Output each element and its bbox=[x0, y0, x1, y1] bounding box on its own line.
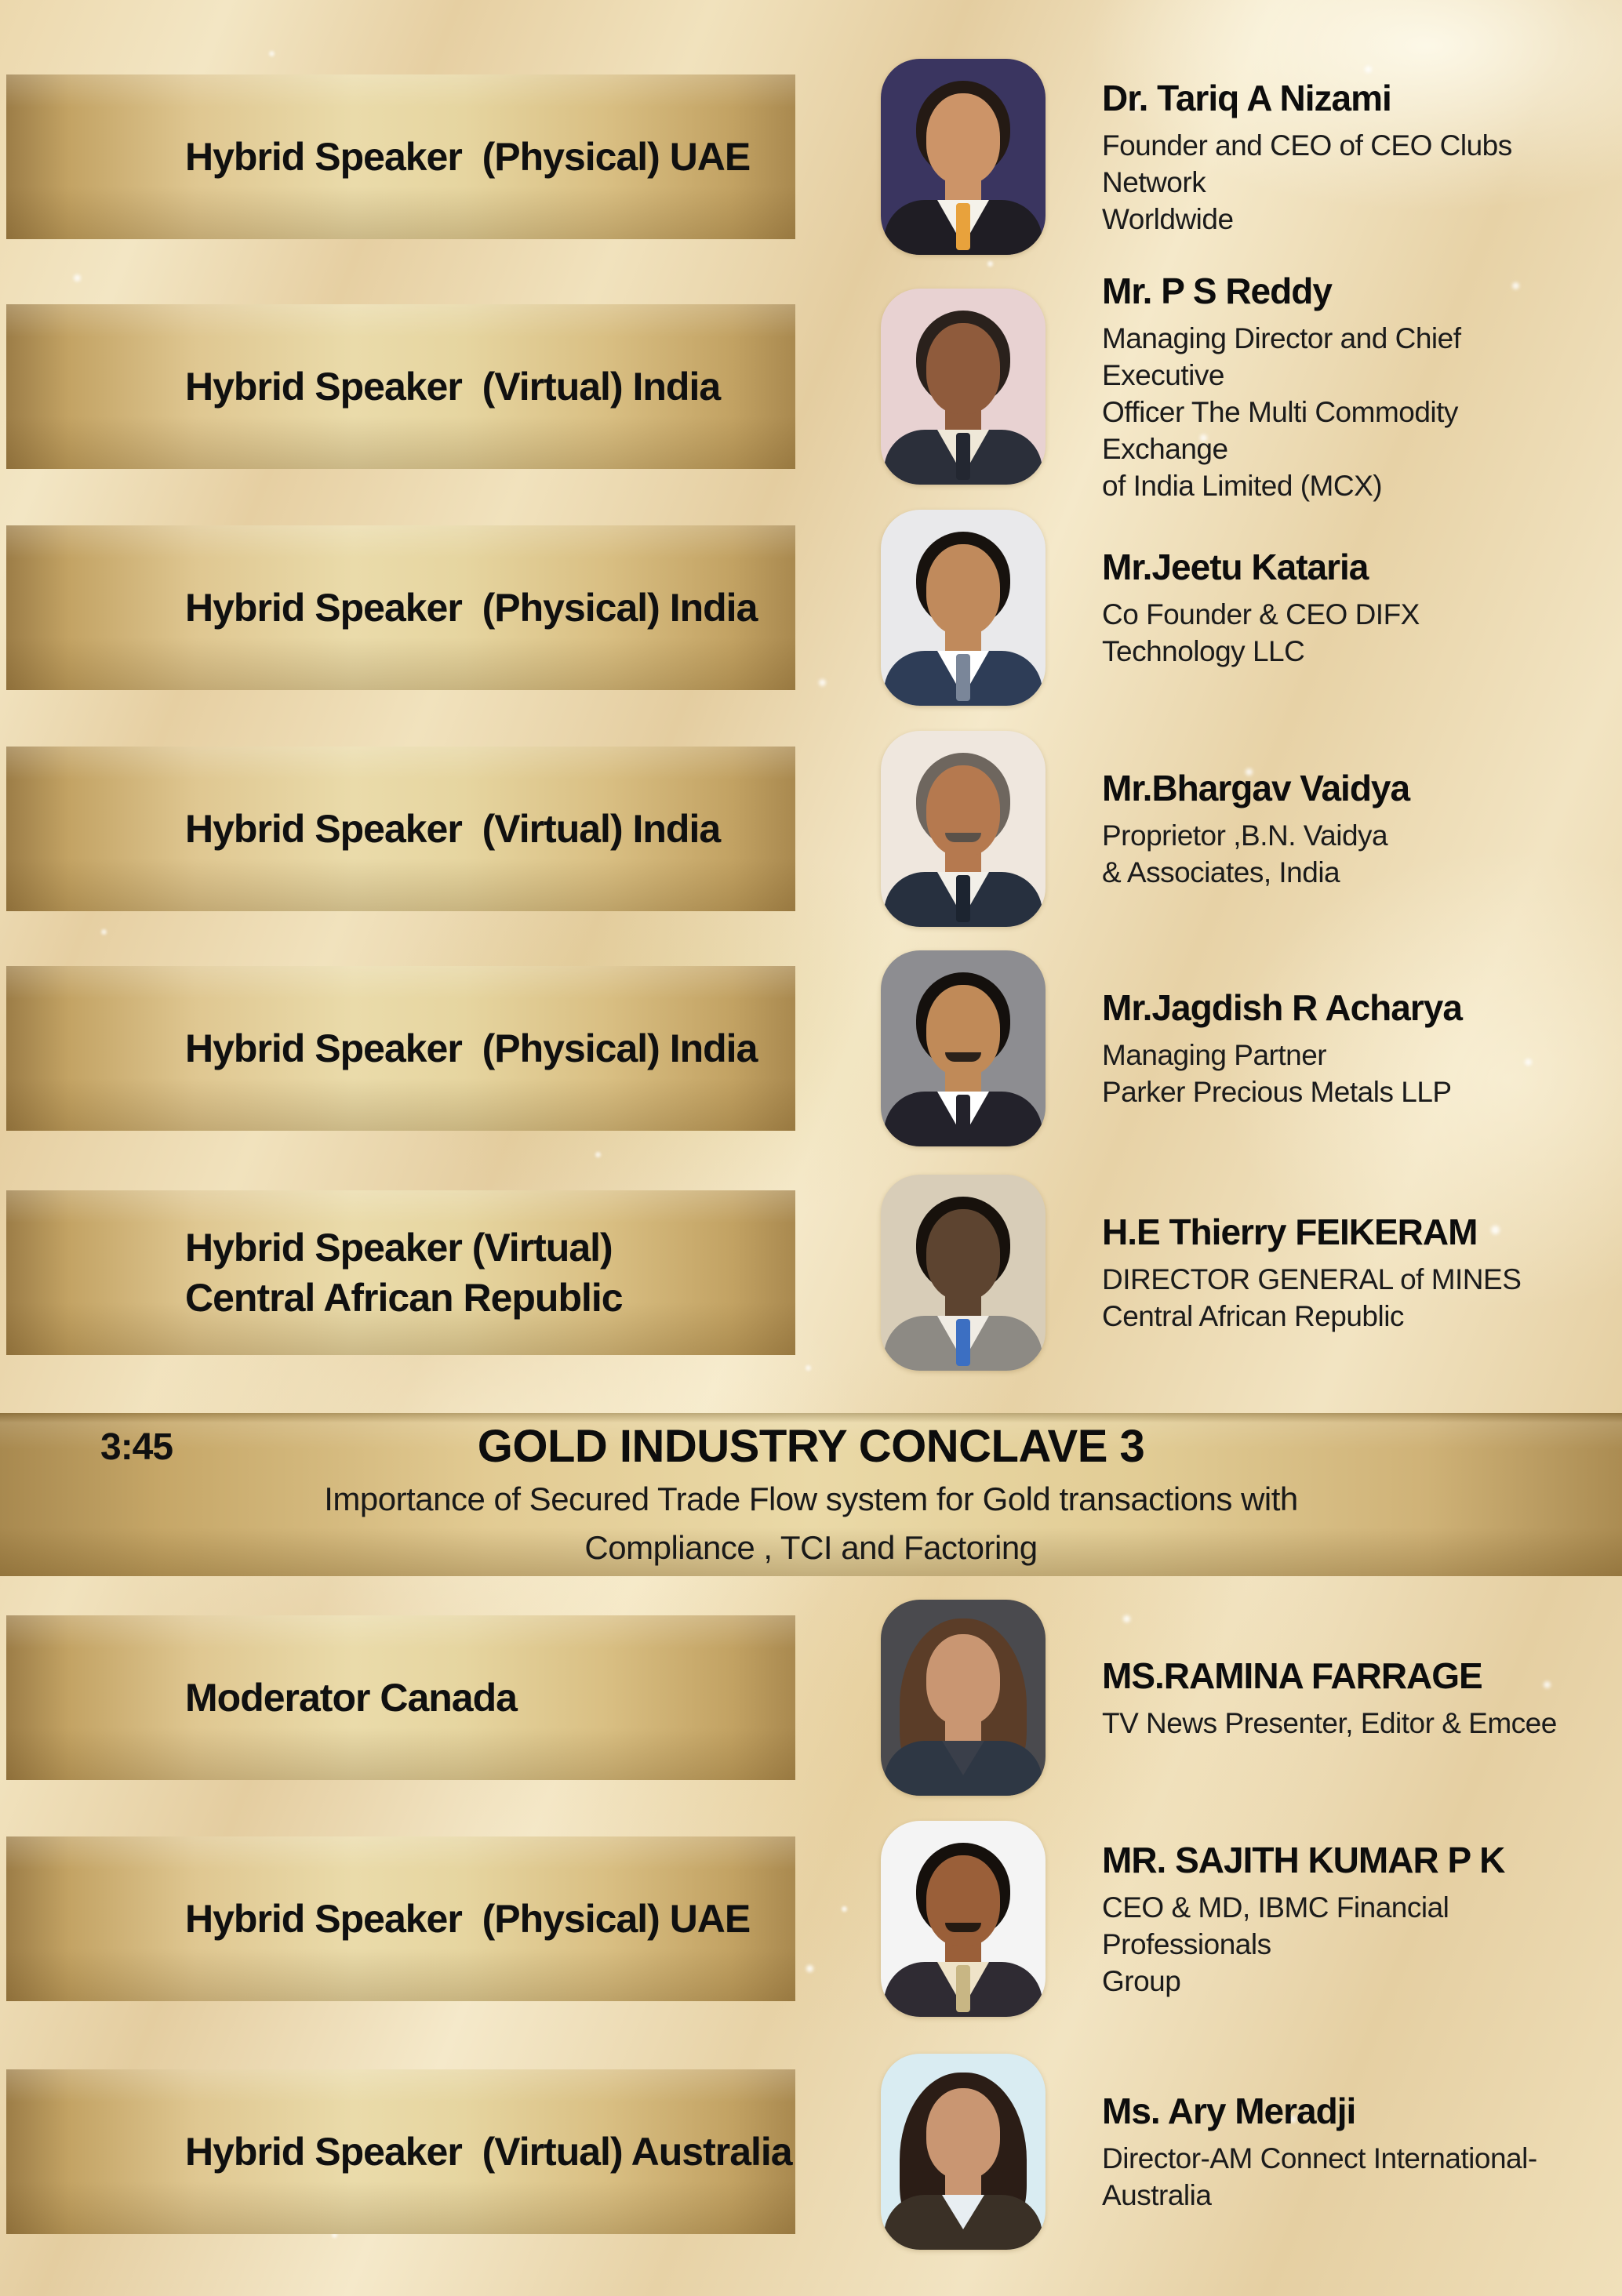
avatar-mustache bbox=[945, 161, 981, 170]
session-banner bbox=[0, 1413, 1622, 1576]
role-banner bbox=[6, 966, 795, 1131]
speaker-description-line: Australia bbox=[1102, 2179, 1212, 2211]
role-label: Hybrid Speaker (Virtual) Australia bbox=[185, 2130, 792, 2174]
role-label: Hybrid Speaker (Virtual) India bbox=[185, 365, 721, 409]
role-label: Hybrid Speaker (Virtual) bbox=[185, 1226, 613, 1270]
speaker-photo bbox=[881, 1821, 1046, 2017]
avatar-head bbox=[926, 2088, 1000, 2179]
speaker-row bbox=[0, 1821, 1622, 2017]
role-label: Hybrid Speaker (Physical) India bbox=[185, 1026, 758, 1070]
speaker-name: Mr. P S Reddy bbox=[1102, 270, 1332, 311]
speaker-info bbox=[1102, 1175, 1588, 1371]
speaker-photo bbox=[881, 59, 1046, 255]
speaker-info bbox=[1102, 2054, 1588, 2250]
avatar-mustache bbox=[945, 1052, 981, 1062]
role-banner bbox=[6, 1190, 795, 1355]
speaker-row bbox=[0, 270, 1622, 502]
speaker-description-line: TV News Presenter, Editor & Emcee bbox=[1102, 1706, 1557, 1739]
speaker-row bbox=[0, 2054, 1622, 2250]
avatar-mustache bbox=[945, 1923, 981, 1932]
role-label: Hybrid Speaker (Physical) UAE bbox=[185, 135, 751, 179]
avatar-mustache bbox=[945, 1277, 981, 1286]
avatar-tie bbox=[956, 1965, 970, 2012]
avatar-tie bbox=[956, 433, 970, 480]
avatar-head bbox=[926, 93, 1000, 184]
speaker-photo bbox=[881, 510, 1046, 706]
avatar-head bbox=[926, 1634, 1000, 1725]
speaker-description-line: & Associates, India bbox=[1102, 856, 1340, 888]
avatar-tie bbox=[956, 203, 970, 250]
avatar-head bbox=[926, 1209, 1000, 1300]
speaker-name: Dr. Tariq A Nizami bbox=[1102, 77, 1391, 118]
speaker-name: Mr.Bhargav Vaidya bbox=[1102, 768, 1410, 808]
role-banner bbox=[6, 1615, 795, 1780]
moderator-row bbox=[0, 1600, 1622, 1796]
speaker-description-line: Director-AM Connect International- bbox=[1102, 2142, 1537, 2174]
avatar-head bbox=[926, 985, 1000, 1076]
session-subtitle-line: Importance of Secured Trade Flow system for Gold transactions with bbox=[324, 1480, 1298, 1517]
role-label: Hybrid Speaker (Physical) India bbox=[185, 586, 758, 630]
avatar-mustache bbox=[945, 391, 981, 400]
speaker-name: MS.RAMINA FARRAGE bbox=[1102, 1655, 1482, 1696]
speaker-photo bbox=[881, 1600, 1046, 1796]
role-label-line2: Central African Republic bbox=[185, 1276, 623, 1320]
speaker-name: Mr.Jagdish R Acharya bbox=[1102, 987, 1462, 1028]
speaker-photo bbox=[881, 731, 1046, 927]
speaker-info bbox=[1102, 59, 1588, 255]
role-banner bbox=[6, 525, 795, 690]
speaker-description-line: Managing Partner bbox=[1102, 1039, 1327, 1071]
speaker-description-line: DIRECTOR GENERAL of MINES bbox=[1102, 1263, 1522, 1295]
role-banner bbox=[6, 304, 795, 469]
avatar-mustache bbox=[945, 612, 981, 621]
speaker-photo bbox=[881, 1175, 1046, 1371]
speaker-row bbox=[0, 1175, 1622, 1371]
speaker-description-line: Founder and CEO of CEO Clubs Network bbox=[1102, 129, 1512, 198]
avatar-head bbox=[926, 1855, 1000, 1946]
speaker-info bbox=[1102, 510, 1588, 706]
speaker-description-line: Technology LLC bbox=[1102, 635, 1305, 667]
role-banner bbox=[6, 2069, 795, 2234]
role-label: Moderator Canada bbox=[185, 1676, 517, 1720]
speaker-photo bbox=[881, 950, 1046, 1146]
speaker-info bbox=[1102, 1821, 1588, 2017]
role-banner bbox=[6, 74, 795, 239]
role-label: Hybrid Speaker (Virtual) India bbox=[185, 807, 721, 851]
speaker-name: Ms. Ary Meradji bbox=[1102, 2091, 1356, 2131]
speaker-info bbox=[1102, 731, 1588, 927]
role-banner bbox=[6, 747, 795, 911]
speaker-row bbox=[0, 950, 1622, 1146]
speaker-description-line: Co Founder & CEO DIFX bbox=[1102, 598, 1420, 630]
speaker-description-line: Worldwide bbox=[1102, 202, 1234, 235]
speaker-description-line: Managing Director and Chief Executive bbox=[1102, 322, 1461, 391]
speaker-description-line: Group bbox=[1102, 1964, 1181, 1997]
speaker-info bbox=[1102, 950, 1588, 1146]
speaker-row bbox=[0, 731, 1622, 927]
speaker-info bbox=[1102, 270, 1588, 502]
speaker-name: Mr.Jeetu Kataria bbox=[1102, 547, 1369, 587]
session-heading bbox=[0, 1413, 1622, 1576]
avatar-head bbox=[926, 544, 1000, 635]
avatar-tie bbox=[956, 1095, 970, 1142]
speaker-description-line: Officer The Multi Commodity Exchange bbox=[1102, 395, 1458, 465]
avatar-mustache bbox=[945, 833, 981, 842]
speaker-description-line: Proprietor ,B.N. Vaidya bbox=[1102, 819, 1388, 852]
speaker-row bbox=[0, 59, 1622, 255]
speaker-description-line: Central African Republic bbox=[1102, 1300, 1404, 1332]
role-banner bbox=[6, 1836, 795, 2001]
speaker-info bbox=[1102, 1600, 1588, 1796]
session-subtitle-line: Compliance , TCI and Factoring bbox=[584, 1528, 1038, 1566]
speaker-description-line: of India Limited (MCX) bbox=[1102, 469, 1383, 502]
role-label: Hybrid Speaker (Physical) UAE bbox=[185, 1897, 751, 1941]
speaker-photo bbox=[881, 2054, 1046, 2250]
avatar-head bbox=[926, 323, 1000, 414]
speaker-row bbox=[0, 510, 1622, 706]
avatar-tie bbox=[956, 875, 970, 922]
session-title: GOLD INDUSTRY CONCLAVE 3 bbox=[477, 1420, 1145, 1472]
avatar-head bbox=[926, 765, 1000, 856]
avatar-tie bbox=[956, 654, 970, 701]
speaker-photo bbox=[881, 289, 1046, 485]
speaker-description-line: CEO & MD, IBMC Financial Professionals bbox=[1102, 1891, 1449, 1960]
speaker-description-line: Parker Precious Metals LLP bbox=[1102, 1076, 1452, 1108]
speaker-name: H.E Thierry FEIKERAM bbox=[1102, 1212, 1478, 1252]
speaker-name: MR. SAJITH KUMAR P K bbox=[1102, 1839, 1505, 1880]
session-time: 3:45 bbox=[100, 1426, 173, 1468]
avatar-tie bbox=[956, 1319, 970, 1366]
